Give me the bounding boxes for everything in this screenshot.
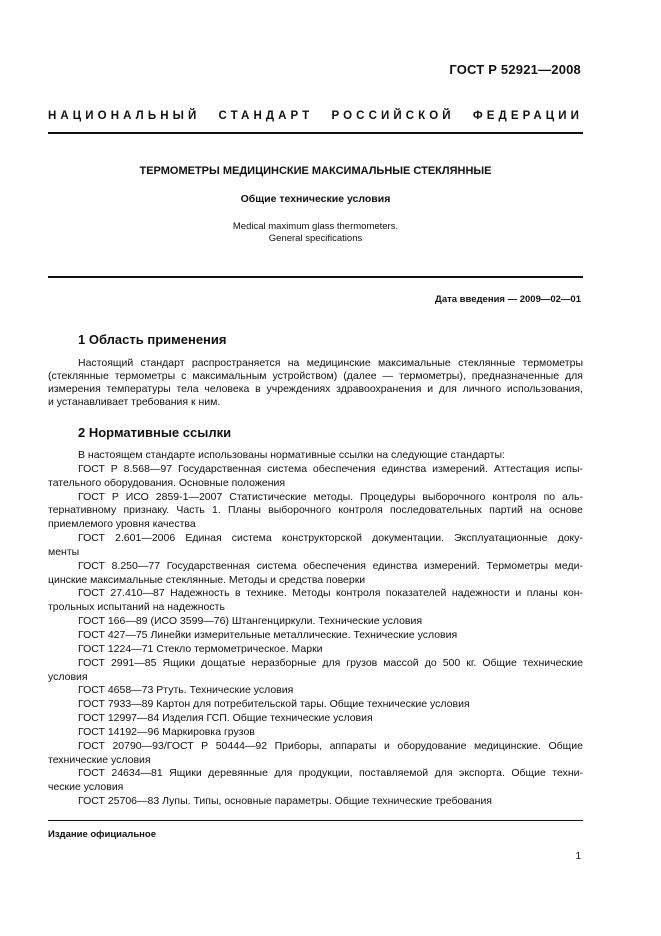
reference-line: ческие условия	[48, 781, 124, 794]
reference-line: В настоящем стандарте использованы нормативные ссылки на следующие стандарты:	[78, 449, 505, 461]
reference-line: ГОСТ 4658—73 Ртуть. Технические условия	[78, 684, 294, 697]
reference-line: ГОСТ 427—75 Линейки измерительные металлические. Технические условия	[78, 628, 458, 641]
reference-line: технические условия	[48, 753, 151, 766]
document-subtitle: Общие технические условия	[240, 193, 391, 205]
english-title-line-2: General specifications	[268, 233, 363, 244]
header-rule	[48, 132, 583, 134]
reference-line: ГОСТ 24634—81 Ящики деревянные для продукции, поставляемой для экспорта. Общие техни-	[78, 767, 583, 780]
section-1-line: и устанавливает требования к ним.	[48, 396, 221, 408]
footer-rule	[48, 820, 583, 821]
reference-line: ГОСТ 2.601—2006 Единая система конструкторской документации. Эксплуатационные доку-	[78, 532, 583, 545]
title-rule	[48, 276, 583, 278]
section-1-body	[48, 357, 583, 409]
official-edition-label: Издание официальное	[48, 829, 156, 840]
reference-line: ГОСТ Р ИСО 2859-1—2007 Статистические методы. Процедуры выборочного контроля по аль-	[78, 490, 583, 503]
page-number: 1	[575, 851, 581, 862]
standard-title: НАЦИОНАЛЬНЫЙ СТАНДАРТ РОССИЙСКОЙ ФЕДЕРАЦИИ	[48, 110, 583, 122]
section-1-heading: 1 Область применения	[78, 332, 227, 347]
reference-line: тательного оборудования. Основные положения	[48, 476, 286, 489]
section-1-line: измерения температуры тела человека в учреждениях здравоохранения и для личного использования,	[48, 383, 583, 395]
reference-line: ГОСТ 25706—83 Лупы. Типы, основные параметры. Общие технические требования	[78, 795, 492, 808]
reference-line: ГОСТ Р 8.568—97 Государственная система обеспечения единства измерений. Аттестация испы-	[78, 462, 583, 475]
document-code: ГОСТ Р 52921—2008	[449, 62, 581, 77]
reference-line: трольных испытаний на надежность	[48, 601, 225, 614]
reference-line: ГОСТ 27.410—87 Надежность в технике. Методы контроля показателей надежности и планы кон-	[78, 587, 583, 600]
reference-line: ГОСТ 166—89 (ИСО 3599—76) Штангенциркули. Технические условия	[78, 615, 423, 628]
reference-line: ГОСТ 7933—89 Картон для потребительской тары. Общие технические условия	[78, 698, 470, 711]
reference-line: ГОСТ 8.250—77 Государственная система обеспечения единства измерений. Термометры меди-	[78, 559, 583, 572]
introduction-date: Дата введения — 2009—02—01	[435, 294, 581, 305]
english-title-line-1: Medical maximum glass thermometers.	[232, 221, 399, 232]
section-2-heading: 2 Нормативные ссылки	[78, 425, 232, 440]
section-1-line: (стеклянные термометры с максимальным устройством) (далее — термометры), предназначенные для	[48, 370, 583, 382]
reference-line: ГОСТ 20790—93/ГОСТ Р 50444—92 Приборы, аппараты и оборудование медицинские. Общие	[78, 739, 583, 752]
document-title: ТЕРМОМЕТРЫ МЕДИЦИНСКИЕ МАКСИМАЛЬНЫЕ СТЕКЛЯННЫЕ	[139, 165, 492, 177]
reference-line: условия	[48, 670, 88, 683]
reference-line: тернативному признаку. Часть 1. Планы выборочного контроля последовательных партий на основе	[48, 504, 583, 517]
reference-line: ГОСТ 1224—71 Стекло термометрическое. Марки	[78, 642, 323, 655]
section-1-line: Настоящий стандарт распространяется на медицинские максимальные стеклянные термометры	[78, 357, 583, 369]
reference-line: цинские максимальные стеклянные. Методы и средства поверки	[48, 573, 366, 586]
reference-line: ГОСТ 2991—85 Ящики дощатые неразборные для грузов массой до 500 кг. Общие технические	[78, 656, 583, 669]
reference-line: приемлемого уровня качества	[48, 518, 196, 531]
english-title	[48, 221, 583, 245]
reference-line: менты	[48, 545, 80, 558]
normative-references-list	[48, 449, 583, 809]
reference-line: ГОСТ 14192—96 Маркировка грузов	[78, 725, 255, 738]
reference-line: ГОСТ 12997—84 Изделия ГСП. Общие технические условия	[78, 712, 373, 725]
